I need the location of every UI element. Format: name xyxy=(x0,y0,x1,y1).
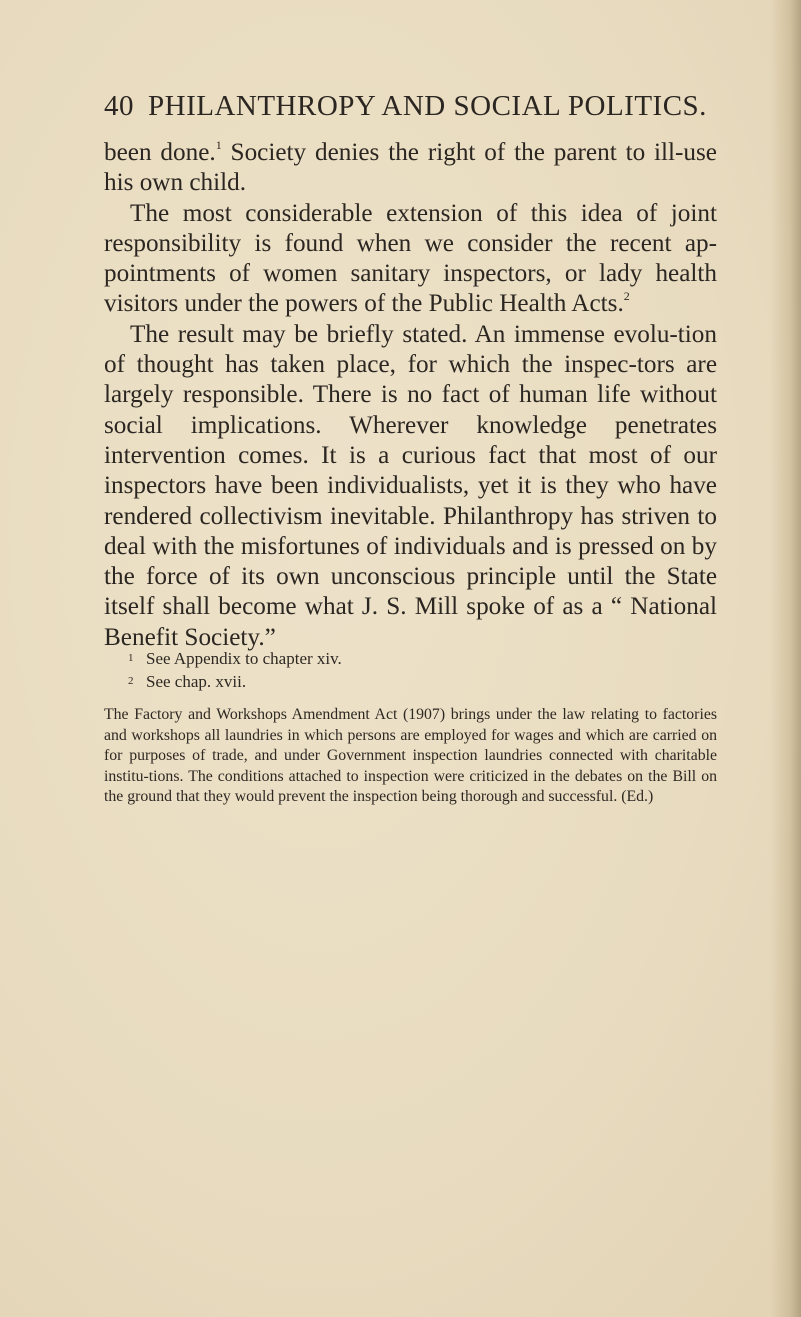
paragraph-2: The most considerable extension of this idea of joint responsibility is found when we consider the recent ap-pointments of women sanitary inspectors, or lady health visitors under the powers of the Public Health Acts.$^2$ xyxy=(104,199,717,318)
paragraph-1: been done.$^1$ Society denies the right of the parent to ill-use his own child. xyxy=(104,138,717,197)
footnote-1: 1 See Appendix to chapter xiv. xyxy=(128,649,342,668)
footnotes xyxy=(104,647,717,824)
running-header xyxy=(104,90,724,130)
footnote-ref-2: 2 xyxy=(623,289,630,304)
editor-note: The Factory and Workshops Amendment Act (1907) brings under the law relating to factories and workshops all laundries in which persons are employed for wages and which are carried on for purposes of trade, and under Government inspection laundries connected with charitable institu-tions. The conditions attached to inspection were criticized in the debates on the Bill on the ground that they would prevent the inspection being thorough and successful. (Ed.) xyxy=(104,706,717,806)
footnote-ref-1: 1 xyxy=(215,138,222,152)
footnote-2: 2 See chap. xvii. xyxy=(128,672,247,691)
running-title: PHILANTHROPY AND SOCIAL POLITICS. xyxy=(148,90,707,122)
paragraph-3: The result may be briefly stated. An immense evolu-tion of thought has taken place, for which the inspec-tors are largely responsible. There is no fact of human life without social implications. Wherever knowledge penetrates intervention comes. It is a curious fact that most of our inspectors have been individualists, yet it is they who have rendered collectivism inevitable. Philanthropy has striven to deal with the misfortunes of individuals and is pressed on by the force of its own unconscious principle until the State itself shall become what J. S. Mill spoke of as a “ National Benefit Society.” xyxy=(104,320,717,651)
page-number: 40 xyxy=(104,90,134,122)
main-text xyxy=(104,138,717,653)
